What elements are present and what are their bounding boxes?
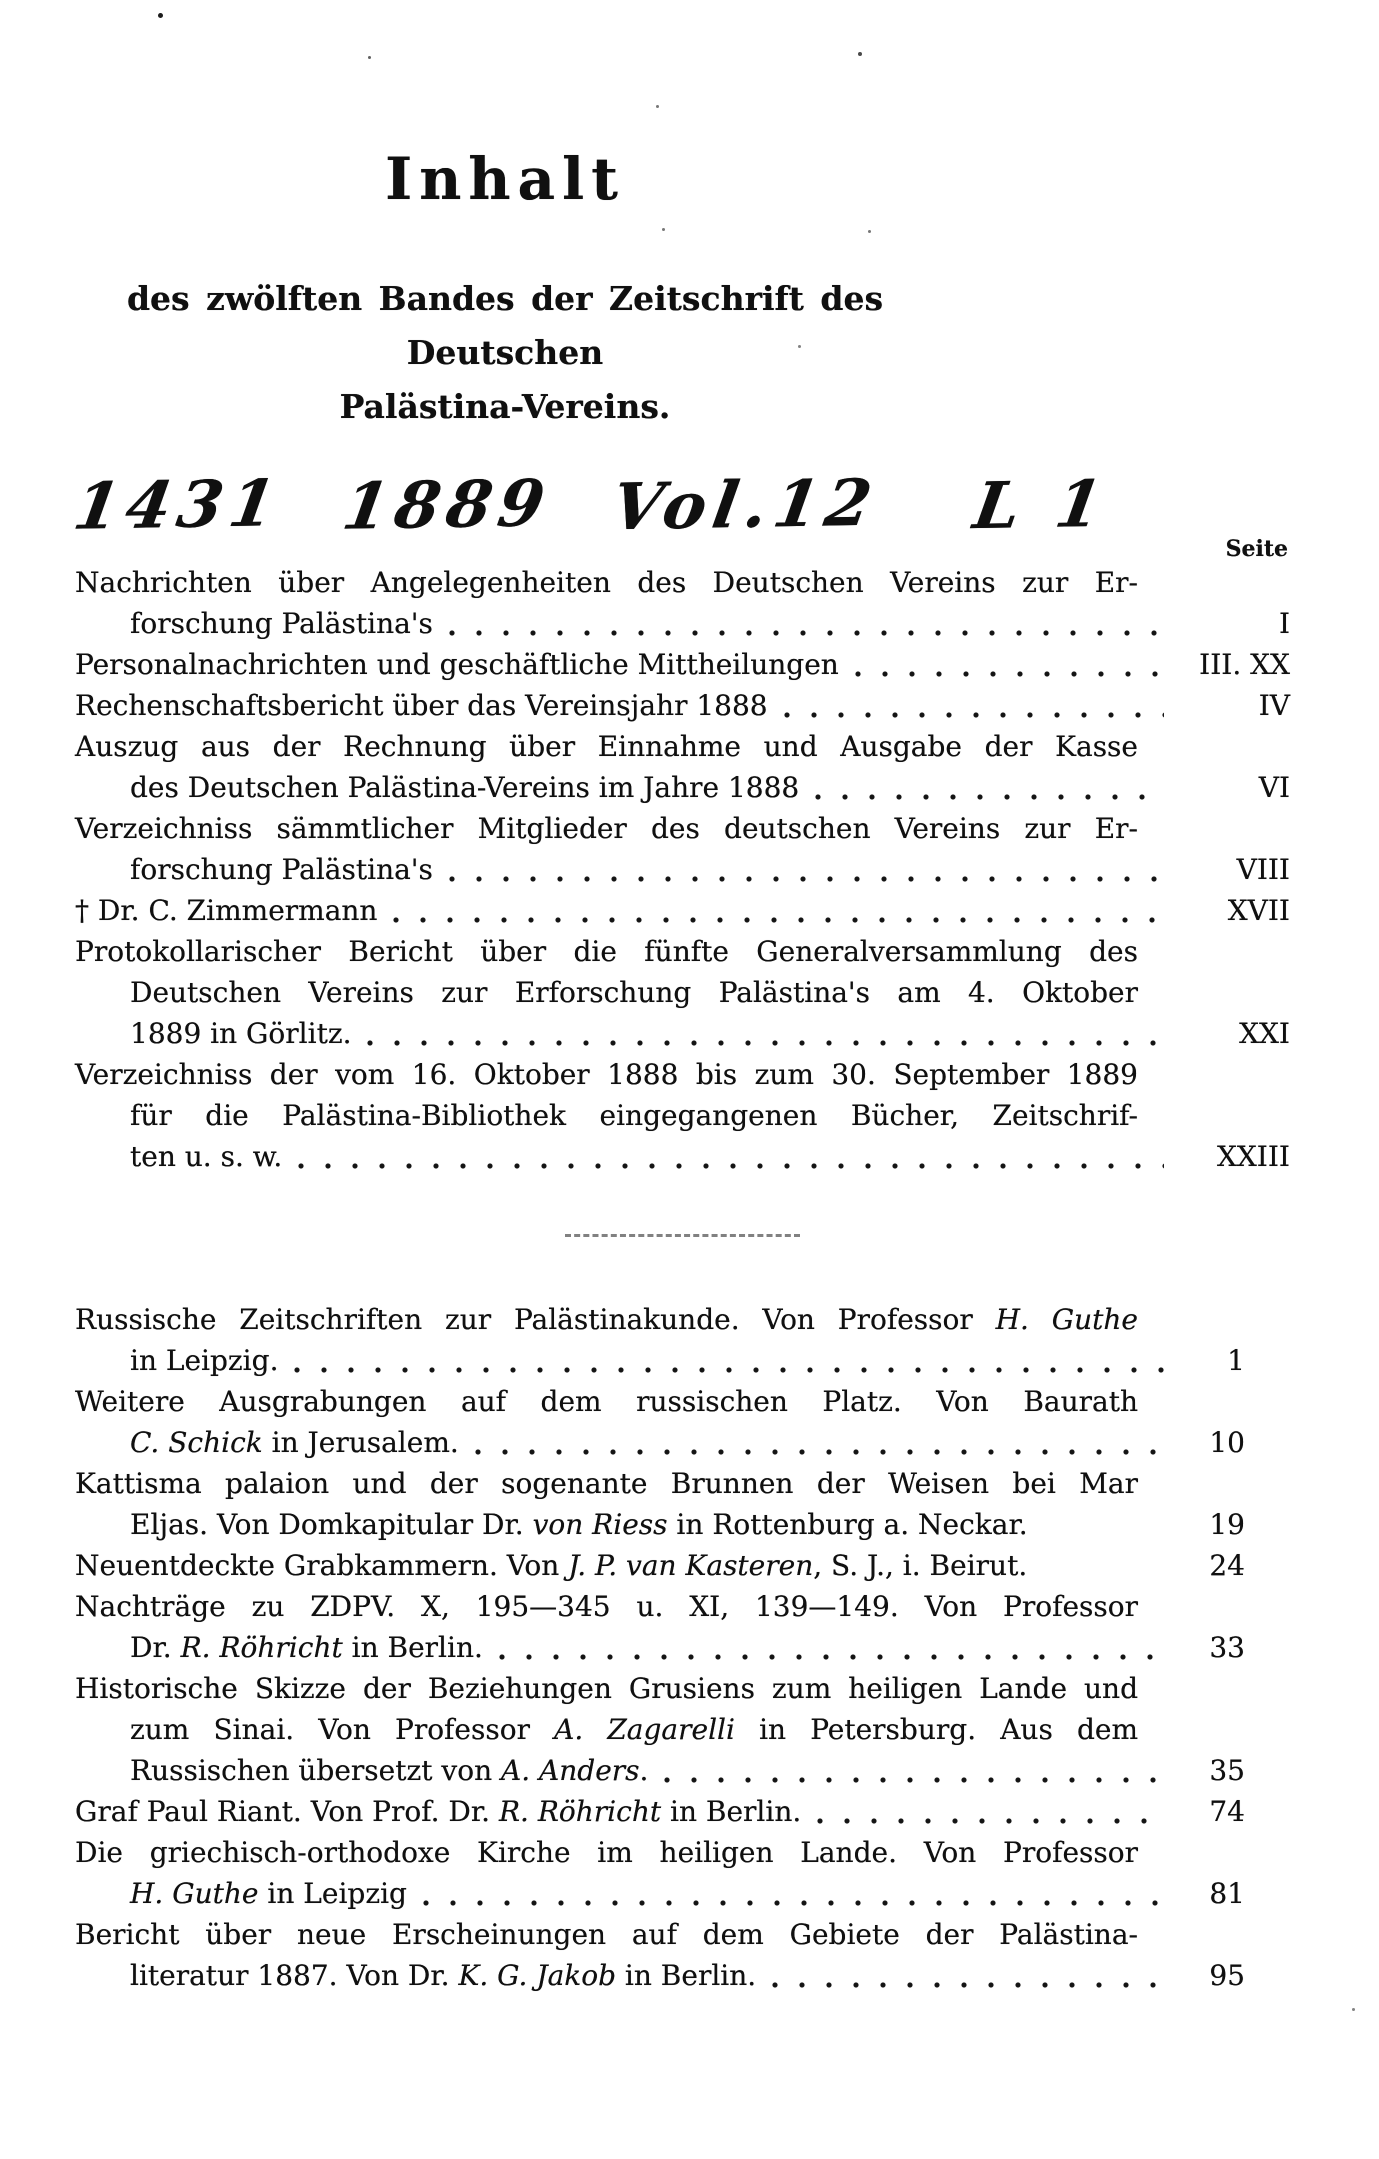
- toc-text-segment: Weitere Ausgrabungen auf dem russischen Platz. Von Baurath: [75, 1385, 1138, 1418]
- dot-leader: [294, 1367, 1164, 1373]
- toc-line-text: [75, 1545, 1027, 1586]
- toc-text-segment: in Petersburg. Aus dem: [734, 1713, 1139, 1746]
- toc-line: [75, 808, 1290, 849]
- toc-line: [75, 1586, 1290, 1627]
- toc-text-segment: Die griechisch-orthodoxe Kirche im heiligen Lande. Von Professor: [75, 1836, 1138, 1869]
- toc-text-segment: Rechenschaftsbericht über das Vereinsjahr 1888: [75, 689, 768, 722]
- toc-text-segment: für die Palästina-Bibliothek eingegangenen Bücher, Zeitschrif-: [130, 1099, 1138, 1132]
- page-number: 1: [1227, 1344, 1245, 1377]
- dot-leader: [815, 794, 1164, 800]
- toc-line: [75, 726, 1290, 767]
- toc-text-segment: forschung Palästina's: [130, 607, 433, 640]
- seite-column-label: Seite: [1225, 536, 1288, 562]
- toc-line-text: [75, 1586, 1290, 1627]
- toc-line-text: [75, 1422, 459, 1463]
- toc-line-text: [75, 1463, 1290, 1504]
- toc-line-text: [75, 1709, 1290, 1750]
- subtitle-line-1: des zwölften Bandes der Zeitschrift des Deutschen: [126, 279, 884, 372]
- page-number: 95: [1209, 1959, 1245, 1992]
- page-number: III. XX: [1199, 648, 1290, 681]
- toc-line: [75, 1013, 1290, 1054]
- toc-line-text: [75, 685, 768, 726]
- toc-text-segment: Nachträge zu ZDPV. X, 195—345 u. XI, 139—149. Von Professor: [75, 1590, 1138, 1623]
- toc-line-text: [75, 644, 839, 685]
- toc-line: [75, 1136, 1290, 1177]
- dot-leader: [664, 1777, 1164, 1783]
- toc-line: [75, 972, 1290, 1013]
- toc-line: [75, 1381, 1290, 1422]
- toc-text-segment: forschung Palästina's: [130, 853, 433, 886]
- toc-text-segment: in Berlin.: [661, 1795, 802, 1828]
- toc-line-text: [75, 972, 1290, 1013]
- page-number: 19: [1209, 1508, 1245, 1541]
- dot-leader: [367, 1040, 1164, 1046]
- toc-line-text: [75, 1504, 1028, 1545]
- toc-line: [75, 603, 1290, 644]
- page-number: XXIII: [1216, 1140, 1290, 1173]
- subtitle-line-2: Palästina-Vereins.: [339, 387, 671, 426]
- toc-text-segment: in Leipzig.: [130, 1344, 279, 1377]
- toc-text-segment: .: [639, 1754, 649, 1787]
- toc-text-segment: Verzeichniss sämmtlicher Mitglieder des deutschen Vereins zur Er-: [75, 812, 1138, 845]
- page-content: [68, 0, 1290, 1996]
- toc-line: [75, 1054, 1290, 1095]
- author-name: C. Schick: [130, 1426, 263, 1459]
- dot-leader: [449, 876, 1164, 882]
- table-of-contents: [75, 562, 1290, 1996]
- toc-text-segment: in Rottenburg a. Neckar.: [667, 1508, 1028, 1541]
- toc-text-segment: Deutschen Vereins zur Erforschung Palästina's am 4. Oktober: [130, 976, 1138, 1009]
- toc-text-segment: Verzeichniss der vom 16. Oktober 1888 bis zum 30. September 1889: [75, 1058, 1138, 1091]
- toc-text-segment: Nachrichten über Angelegenheiten des Deutschen Vereins zur Er-: [75, 566, 1138, 599]
- section-divider: [565, 1234, 800, 1237]
- author-name: A. Zagarelli: [554, 1713, 735, 1746]
- toc-line: [75, 767, 1290, 808]
- toc-line-text: [75, 1013, 351, 1054]
- handwritten-year: 1889: [337, 466, 557, 545]
- toc-line: [75, 1545, 1290, 1586]
- page-number: XVII: [1227, 894, 1290, 927]
- dot-leader: [475, 1449, 1164, 1455]
- author-name: H. Guthe: [995, 1303, 1138, 1336]
- toc-line: [75, 1791, 1290, 1832]
- page-number: 33: [1209, 1631, 1245, 1664]
- toc-line-text: [75, 1340, 278, 1381]
- page-number: 74: [1209, 1795, 1245, 1828]
- toc-line-text: [75, 562, 1290, 603]
- toc-line: [75, 1463, 1290, 1504]
- author-name: J. P. van Kasteren: [568, 1549, 814, 1582]
- author-name: K. G. Jakob: [458, 1959, 617, 1992]
- toc-line: [75, 1832, 1290, 1873]
- page-heading: [75, 145, 935, 434]
- toc-text-segment: 1889 in Görlitz.: [130, 1017, 352, 1050]
- toc-line: [75, 685, 1290, 726]
- page-number: VIII: [1236, 853, 1290, 886]
- page-number: IV: [1258, 689, 1290, 722]
- toc-line: [75, 931, 1290, 972]
- page-number: 81: [1209, 1877, 1245, 1910]
- toc-line-text: [75, 603, 433, 644]
- author-name: von Riess: [532, 1508, 668, 1541]
- page-number: 35: [1209, 1754, 1245, 1787]
- toc-text-segment: Historische Skizze der Beziehungen Grusiens zum heiligen Lande und: [75, 1672, 1138, 1705]
- toc-line-text: [75, 1299, 1290, 1340]
- toc-line-text: [75, 1832, 1290, 1873]
- toc-line-text: [75, 1054, 1290, 1095]
- toc-text-segment: Graf Paul Riant. Von Prof. Dr.: [75, 1795, 499, 1828]
- page-number: 10: [1209, 1426, 1245, 1459]
- toc-text-segment: in Jerusalem.: [262, 1426, 459, 1459]
- toc-line-text: [75, 849, 433, 890]
- toc-text-segment: Eljas. Von Domkapitular Dr.: [130, 1508, 533, 1541]
- toc-section-articles: [75, 1299, 1290, 1996]
- toc-line-text: [75, 767, 799, 808]
- toc-text-segment: Dr.: [130, 1631, 181, 1664]
- toc-text-segment: Bericht über neue Erscheinungen auf dem Gebiete der Palästina-: [75, 1918, 1138, 1951]
- handwritten-shelfmark: L 1: [968, 466, 1114, 545]
- toc-line: [75, 1299, 1290, 1340]
- toc-line: [75, 1873, 1290, 1914]
- toc-line-text: [75, 1750, 648, 1791]
- toc-text-segment: Neuentdeckte Grabkammern. Von: [75, 1549, 569, 1582]
- toc-text-segment: Auszug aus der Rechnung über Einnahme und Ausgabe der Kasse: [75, 730, 1138, 763]
- toc-text-segment: Kattisma palaion und der sogenante Brunnen der Weisen bei Mar: [75, 1467, 1138, 1500]
- toc-text-segment: Russischen übersetzt von: [130, 1754, 502, 1787]
- scan-speck: [1352, 2008, 1355, 2011]
- toc-line-text: [75, 890, 377, 931]
- toc-line-text: [75, 1873, 407, 1914]
- author-name: R. Röhricht: [180, 1631, 343, 1664]
- toc-line: [75, 1340, 1290, 1381]
- page-number: XXI: [1239, 1017, 1290, 1050]
- toc-line-text: [75, 1095, 1290, 1136]
- author-name: H. Guthe: [130, 1877, 259, 1910]
- toc-text-segment: zum Sinai. Von Professor: [130, 1713, 555, 1746]
- toc-text-segment: Personalnachrichten und geschäftliche Mittheilungen: [75, 648, 839, 681]
- toc-text-segment: des Deutschen Palästina-Vereins im Jahre 1888: [130, 771, 800, 804]
- dot-leader: [817, 1818, 1164, 1824]
- author-name: R. Röhricht: [498, 1795, 662, 1828]
- dot-leader: [855, 671, 1164, 677]
- toc-text-segment: Protokollarischer Bericht über die fünfte Generalversammlung des: [75, 935, 1138, 968]
- toc-text-segment: in Berlin.: [342, 1631, 483, 1664]
- handwritten-note: [68, 465, 1290, 562]
- toc-line-text: [75, 1381, 1290, 1422]
- toc-line-text: [75, 1914, 1290, 1955]
- toc-line: [75, 849, 1290, 890]
- dot-leader: [772, 1982, 1164, 1988]
- toc-line: [75, 644, 1290, 685]
- toc-line: [75, 890, 1290, 931]
- toc-line: [75, 1955, 1290, 1996]
- toc-line: [75, 1668, 1290, 1709]
- toc-line-text: [75, 931, 1290, 972]
- toc-text-segment: ten u. s. w.: [130, 1140, 283, 1173]
- toc-line-text: [75, 1136, 282, 1177]
- toc-line-text: [75, 1668, 1290, 1709]
- toc-line: [75, 1504, 1290, 1545]
- dot-leader: [298, 1163, 1164, 1169]
- toc-line-text: [75, 1627, 483, 1668]
- handwritten-volume: Vol.12: [607, 465, 884, 546]
- toc-line: [75, 1627, 1290, 1668]
- toc-line-text: [75, 1791, 801, 1832]
- dot-leader: [784, 712, 1164, 718]
- toc-line: [75, 1095, 1290, 1136]
- toc-text-segment: Russische Zeitschriften zur Palästinakunde. Von Professor: [75, 1303, 996, 1336]
- toc-text-segment: , S. J., i. Beirut.: [813, 1549, 1028, 1582]
- page-title: Inhalt: [385, 145, 625, 213]
- toc-text-segment: † Dr. C. Zimmermann: [75, 894, 378, 927]
- dot-leader: [393, 917, 1164, 923]
- toc-line: [75, 1709, 1290, 1750]
- toc-text-segment: in Berlin.: [616, 1959, 757, 1992]
- toc-text-segment: in Leipzig: [258, 1877, 407, 1910]
- toc-line-text: [75, 1955, 756, 1996]
- toc-line: [75, 1422, 1290, 1463]
- author-name: A. Anders: [501, 1754, 640, 1787]
- toc-line-text: [75, 726, 1290, 767]
- toc-line: [75, 562, 1290, 603]
- subtitle: [75, 272, 935, 434]
- page-number: 24: [1209, 1549, 1245, 1582]
- toc-line: [75, 1914, 1290, 1955]
- toc-line: [75, 1750, 1290, 1791]
- toc-section-front-matter: [75, 562, 1290, 1177]
- dot-leader: [423, 1900, 1164, 1906]
- handwritten-catalog-number: 1431: [68, 466, 288, 545]
- dot-leader: [449, 630, 1164, 636]
- page-number: VI: [1258, 771, 1290, 804]
- toc-text-segment: literatur 1887. Von Dr.: [130, 1959, 459, 1992]
- dot-leader: [499, 1654, 1164, 1660]
- toc-line-text: [75, 808, 1290, 849]
- page-number: I: [1278, 607, 1290, 640]
